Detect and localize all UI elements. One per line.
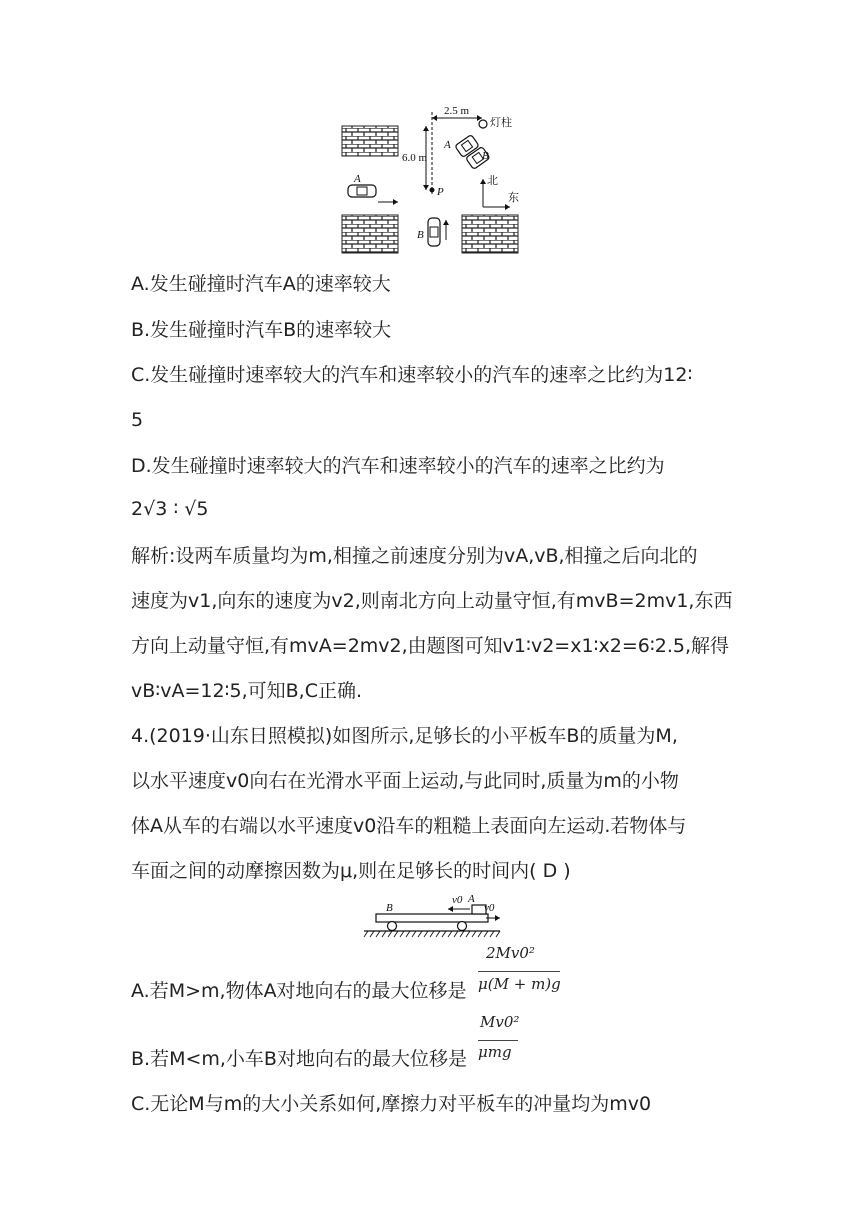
- cart-wheel-left: [388, 922, 397, 931]
- analysis-line1: 解析:设两车质量均为m,相撞之前速度分别为vA,vB,相撞之后向北的: [131, 545, 698, 567]
- option-b-numerator: Mv0²: [480, 1013, 520, 1031]
- analysis-line3: 方向上动量守恒,有mvA=2mv2,由题图可知v1∶v2=x1∶x2=6∶2.5,解得: [131, 635, 730, 657]
- q3-option-b: B.发生碰撞时汽车B的速率较大: [131, 319, 392, 341]
- cart-wheel-right: [458, 922, 467, 931]
- v0-right-label: v0: [484, 902, 495, 914]
- north-label: 北: [487, 175, 498, 187]
- q4-stem-line1: 4.(2019·山东日照模拟)如图所示,足够长的小平板车B的质量为M,: [131, 725, 678, 747]
- wall-top-left: [342, 126, 398, 156]
- point-p: [430, 188, 435, 193]
- east-label: 东: [508, 192, 519, 204]
- wall-bottom-right: [462, 215, 518, 253]
- analysis-line2: 速度为v1,向东的速度为v2,则南北方向上动量守恒,有mvB=2mv1,东西: [131, 590, 733, 612]
- car-b-label: B: [417, 229, 424, 241]
- q3-option-d-line1: D.发生碰撞时速率较大的汽车和速率较小的汽车的速率之比约为: [131, 455, 665, 477]
- crash-car-b-label: B: [482, 150, 489, 162]
- option-a-numerator: 2Mv0²: [486, 944, 535, 962]
- option-b-fraction-bar: [478, 1040, 518, 1041]
- q3-option-a: A.发生碰撞时汽车A的速率较大: [131, 273, 391, 295]
- q4-option-b: B.若M<m,小车B对地向右的最大位移是: [131, 1048, 467, 1070]
- option-a-denominator: μ(M + m)g: [478, 975, 561, 993]
- car-a-icon: [348, 185, 398, 205]
- car-b-icon: [428, 218, 449, 246]
- ground-hatch: [364, 931, 500, 937]
- q4-stem-line4: 车面之间的动摩擦因数为μ,则在足够长的时间内( D ): [131, 860, 571, 882]
- block-a-label: A: [468, 893, 475, 905]
- point-p-label: P: [437, 186, 444, 198]
- q4-stem-line2: 以水平速度v0向右在光滑水平面上运动,与此同时,质量为m的小物: [131, 770, 679, 792]
- lamp-post-label: 灯柱: [490, 117, 512, 129]
- q4-stem-line3: 体A从车的右端以水平速度v0沿车的粗糙上表面向左运动.若物体与: [131, 815, 687, 837]
- option-b-denominator: μmg: [478, 1043, 512, 1061]
- cart-board: [376, 914, 488, 922]
- q4-option-a: A.若M>m,物体A对地向右的最大位移是: [131, 980, 467, 1002]
- wall-bottom-left: [342, 215, 398, 253]
- crash-car-a-label: A: [444, 139, 451, 151]
- q4-option-c: C.无论M与m的大小关系如何,摩擦力对平板车的冲量均为mv0: [131, 1093, 652, 1115]
- cart-figure: [362, 890, 502, 940]
- dim-width-label: 2.5 m: [444, 105, 470, 117]
- analysis-line4: vB∶vA=12∶5,可知B,C正确.: [131, 680, 363, 702]
- option-a-fraction-bar: [478, 971, 560, 972]
- lamp-post-icon: [479, 120, 487, 128]
- dim-height-label: 6.0 m: [402, 152, 428, 164]
- q3-option-c-line2: 5: [131, 409, 144, 431]
- cart-b-label: B: [386, 902, 393, 914]
- q3-option-c-line1: C.发生碰撞时速率较大的汽车和速率较小的汽车的速率之比约为12∶: [131, 364, 693, 386]
- v0-left-label: v0: [452, 894, 463, 906]
- q3-option-d-line2: 2√3 ∶ √5: [131, 498, 209, 520]
- car-a-label: A: [354, 173, 361, 185]
- intersection-figure: [340, 104, 530, 256]
